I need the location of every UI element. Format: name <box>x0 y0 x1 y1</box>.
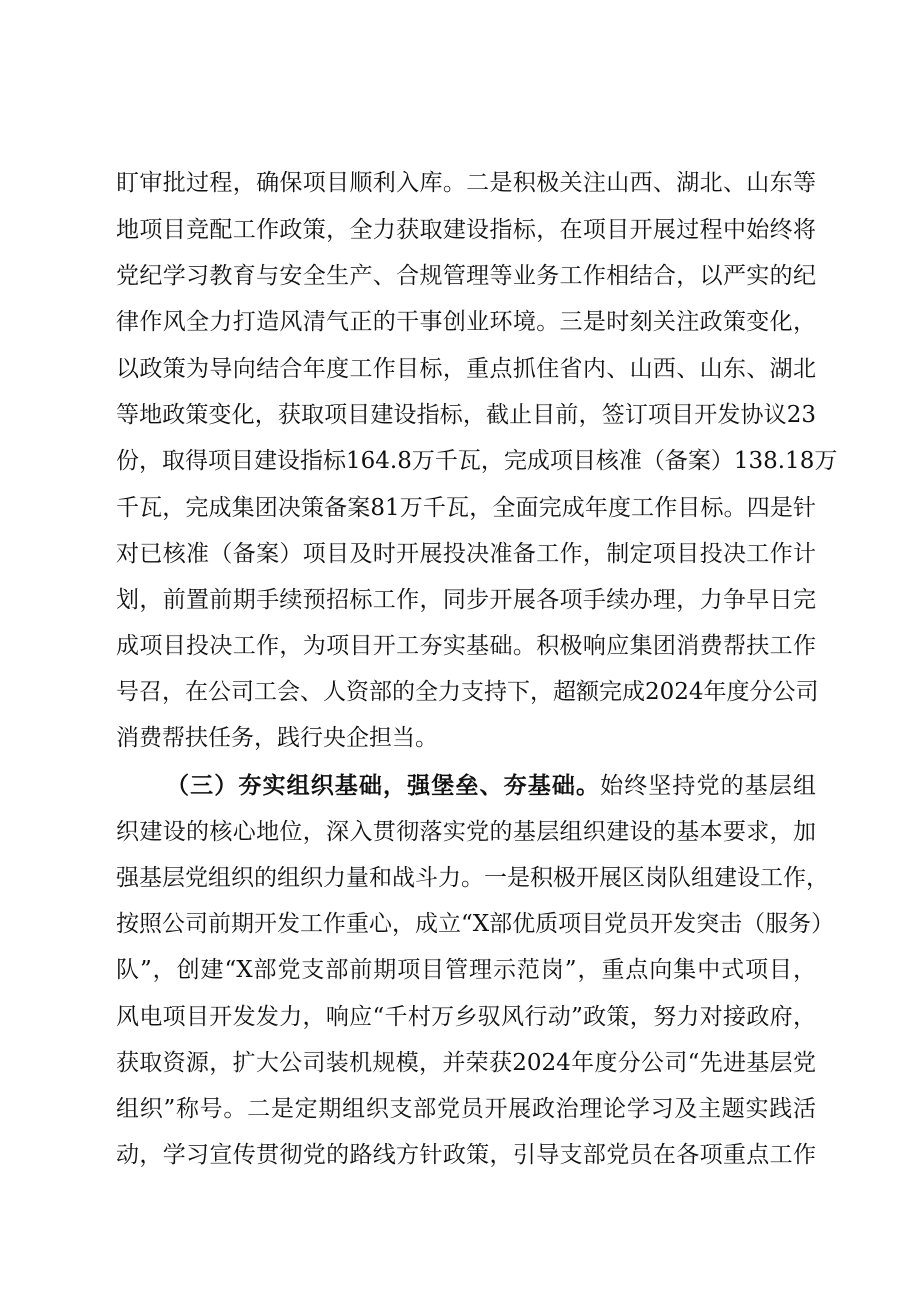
text-line: 消费帮扶任务，践行央企担当。 <box>116 725 438 751</box>
section-heading: （三）夯实组织基础，强堡垒、夯基础。 <box>166 772 601 799</box>
text-fragment: 始终坚持党的基层组 <box>600 773 817 799</box>
section-heading-line <box>166 766 816 806</box>
text-line: 对已核准（备案）项目及时开展投决准备工作，制定项目投决工作计 <box>116 541 816 567</box>
text-line: 强基层党组织的组织力量和战斗力。一是积极开展区岗队组建设工作， <box>116 865 829 891</box>
text-line: 成项目投决工作，为项目开工夯实基础。积极响应集团消费帮扶工作 <box>116 633 816 659</box>
text-line: 织建设的核心地位，深入贯彻落实党的基层组织建设的基本要求，加 <box>116 819 816 845</box>
text-line: 获取资源，扩大公司装机规模，并荣获2024年度分公司“先进基层党 <box>116 1050 816 1076</box>
text-line: 风电项目开发发力，响应“千村万乡驭风行动”政策，努力对接政府， <box>116 1004 816 1030</box>
text-line: 划，前置前期手续预招标工作，同步开展各项手续办理，力争早日完 <box>116 587 816 613</box>
text-line: 号召，在公司工会、人资部的全力支持下，超额完成2024年度分公司 <box>116 679 819 705</box>
text-line: 千瓦，完成集团决策备案81万千瓦，全面完成年度工作目标。四是针 <box>116 495 816 521</box>
text-line: 队”，创建“X部党支部前期项目管理示范岗”，重点向集中式项目， <box>116 957 816 983</box>
text-line: 党纪学习教育与安全生产、合规管理等业务工作相结合，以严实的纪 <box>116 263 816 289</box>
text-line: 盯审批过程，确保项目顺利入库。二是积极关注山西、湖北、山东等 <box>116 170 816 196</box>
text-line: 动，学习宣传贯彻党的路线方针政策，引导支部党员在各项重点工作 <box>116 1142 816 1168</box>
text-line: 以政策为导向结合年度工作目标，重点抓住省内、山西、山东、湖北 <box>116 356 816 382</box>
text-line: 份，取得项目建设指标164.8万千瓦，完成项目核准（备案）138.18万 <box>116 448 838 474</box>
text-line: 组织”称号。二是定期组织支部党员开展政治理论学习及主题实践活 <box>116 1096 816 1122</box>
text-line: 地项目竞配工作政策，全力获取建设指标，在项目开展过程中始终将 <box>116 217 816 243</box>
text-line: 律作风全力打造风清气正的干事创业环境。三是时刻关注政策变化， <box>116 309 816 335</box>
text-line: 按照公司前期开发工作重心，成立“X部优质项目党员开发突击（服务） <box>116 911 835 937</box>
text-line: 等地政策变化，获取项目建设指标，截止目前，签订项目开发协议23 <box>116 402 816 428</box>
